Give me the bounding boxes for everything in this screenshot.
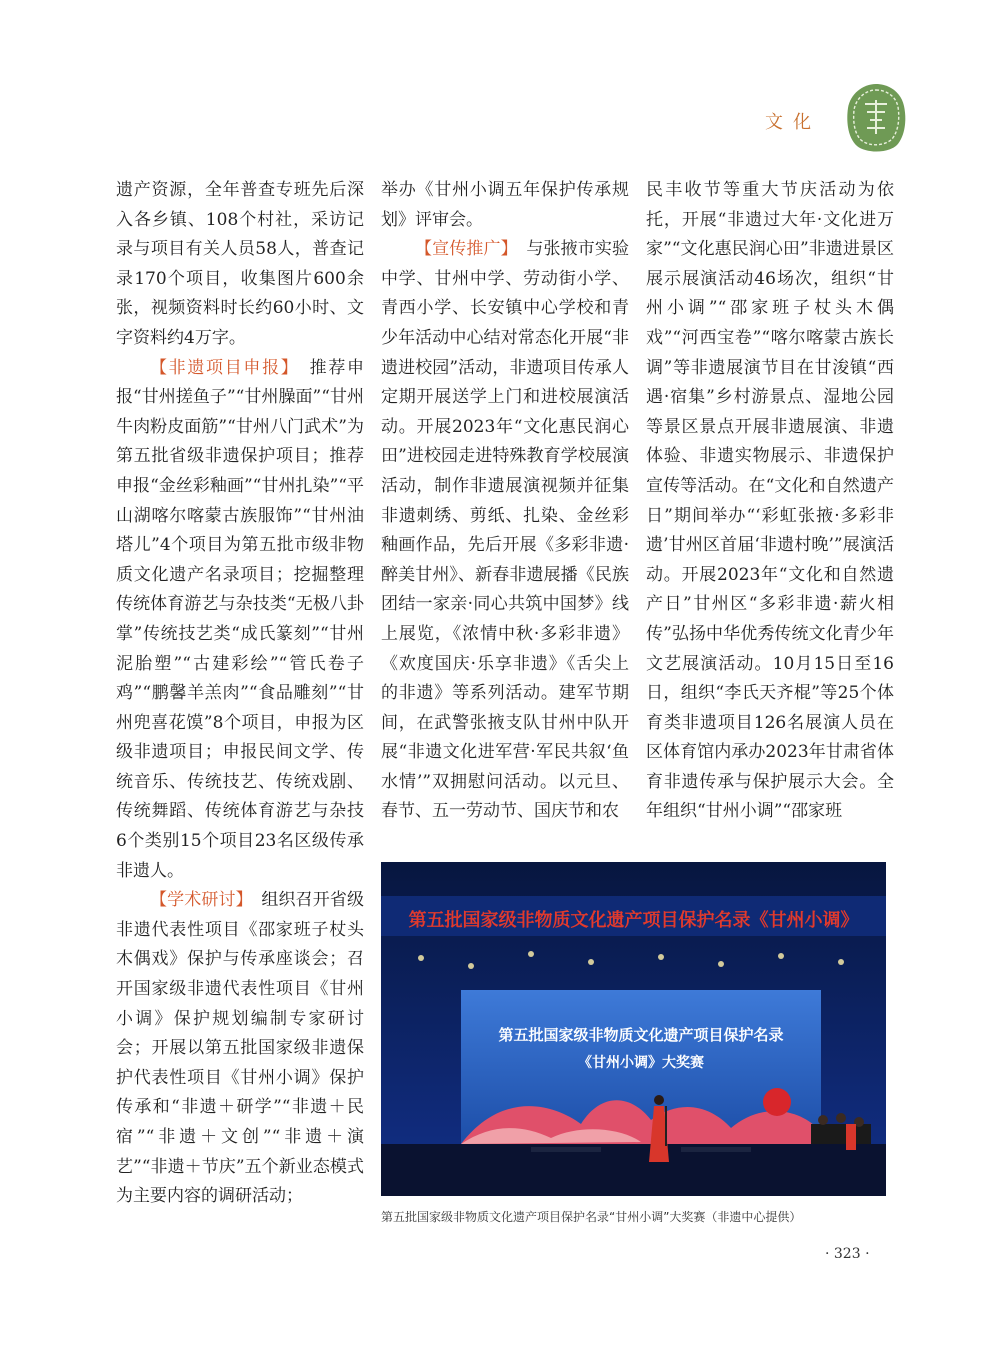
text-column-3 [646,176,894,856]
seal-stamp-icon [845,82,907,154]
section-label: 文化 [765,112,821,133]
paragraph-text: 遗产资源，全年普查专班先后深入各乡镇、108个村社，采访记录与项目有关人员58人，普查记录170个项目，收集图片600余张，视频资料时长约60小时、文字资料约4万字。 [116,180,364,348]
screen-subtitle: 《甘州小调》大奖赛 [578,1055,704,1071]
paragraph [116,886,364,1212]
paragraph [116,176,364,354]
stage-banner: 第五批国家级非物质文化遗产项目保护名录《甘州小调》 [408,910,859,931]
paragraph-text: 与张掖市实验中学、甘州中学、劳动街小学、青西小学、长安镇中心学校和青少年活动中心结对常态化开展“非遗进校园”活动，非遗项目传承人定期开展送学上门和进校展演活动。开展2023年“文化惠民润心田”进校园走进特殊教育学校展演活动，制作非遗展演视频并征集非遗刺绣、剪纸、扎染、金丝彩釉画作品，先后开展《多彩非遗·醉美甘州》、新春非遗展播《民族团结一家亲·同心共筑中国梦》线上展览，《浓情中秋·多彩非遗》《欢度国庆·乐享非遗》《舌尖上的非遗》等系列活动。建军节期间，在武警张掖支队甘州中队开展“非遗文化进军营·军民共叙‘鱼水情’”双拥慰问活动。以元旦、春节、五一劳动节、国庆节和农 [381,239,629,822]
paragraph-text: 组织召开省级非遗代表性项目《邵家班子杖头木偶戏》保护与传承座谈会；召开国家级非遗代表性项目《甘州小调》保护规划编制专家研讨会；开展以第五批国家级非遗保护代表性项目《甘州小调》保护传承和“非遗＋研学”“非遗＋民宿”“非遗＋文创”“非遗＋演艺”“非遗＋节庆”五个新业态模式为主要内容的调研活动； [116,890,364,1207]
section-heading: 【宣传推广】 [415,239,510,260]
paragraph [116,354,364,887]
paragraph [381,176,629,235]
photo-caption: 第五批国家级非物质文化遗产项目保护名录“甘州小调”大奖赛（非遗中心提供） [381,1210,802,1224]
screen-title: 第五批国家级非物质文化遗产项目保护名录 [498,1026,784,1044]
section-heading: 【非遗项目申报】 [150,357,291,378]
paragraph-text: 推荐申报“甘州搓鱼子”“甘州臊面”“甘州牛肉粉皮面筋”“甘州八门武术”为第五批省级非遗保护项目；推荐申报“金丝彩釉画”“甘州扎染”“平山湖喀尔喀蒙古族服饰”“甘州油塔儿”4个项目为第五批市级非物质文化遗产名录项目；挖掘整理传统体育游艺与杂技类“无极八卦掌”传统技艺类“成氏篆刻”“甘州泥胎塑”“古建彩绘”“管氏卷子鸡”“鹏馨羊羔肉”“食品雕刻”“甘州兜喜花馍”8个项目，申报为区级非遗项目；申报民间文学、传统音乐、传统技艺、传统戏剧、传统舞蹈、传统体育游艺与杂技6个类别15个项目23名区级传承非遗人。 [116,357,365,881]
page-number: · 323 · [825,1246,870,1262]
stage-photo [381,862,886,1196]
paragraph-text: 民丰收节等重大节庆活动为依托，开展“非遗过大年·文化进万家”“文化惠民润心田”非遗进景区展示展演活动46场次，组织“甘州小调”“邵家班子杖头木偶戏”“河西宝卷”“喀尔喀蒙古族长调”等非遗展演节目在甘浚镇“西遇·宿集”乡村游景点、湿地公园等景区景点开展非遗展演、非遗体验、非遗实物展示、非遗保护宣传等活动。在“文化和自然遗产日”期间举办“‘彩虹张掖·多彩非遗’甘州区首届‘非遗村晚’”展演活动。开展2023年“文化和自然遗产日”甘州区“多彩非遗·薪火相传”弘扬中华优秀传统文化青少年文艺展演活动。10月15日至16日，组织“李氏天齐棍”等25个体育类非遗项目126名展演人员在区体育馆内承办2023年甘肃省体育非遗传承与保护展示大会。全年组织“甘州小调”“邵家班 [646,180,894,822]
section-heading: 【学术研讨】 [150,890,245,911]
paragraph [646,176,894,827]
paragraph-text: 举办《甘州小调五年保护传承规划》评审会。 [381,180,629,230]
text-column-2 [381,176,629,856]
text-column-1 [116,176,364,1212]
paragraph [381,235,629,827]
